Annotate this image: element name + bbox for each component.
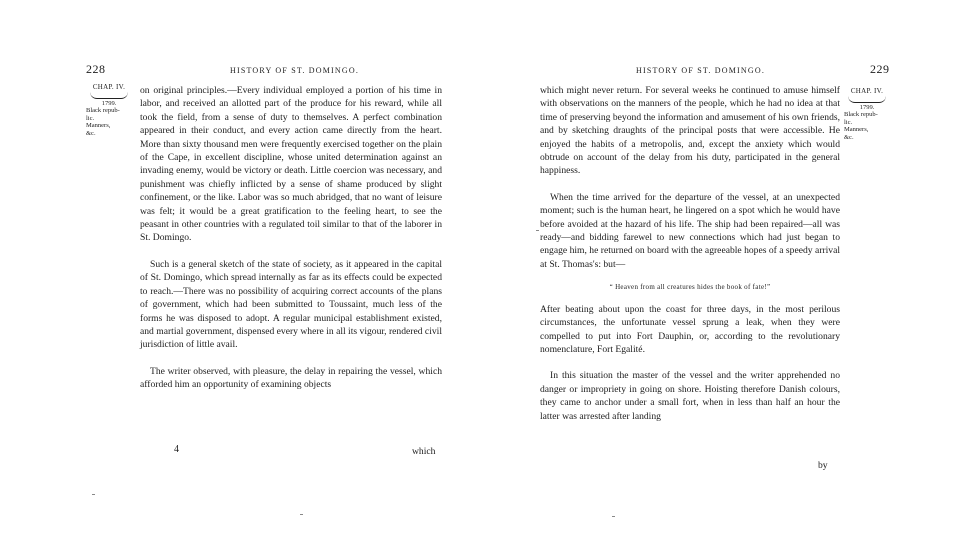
margin-topic: lic.	[86, 114, 95, 122]
brace-icon	[848, 96, 886, 103]
margin-topic: &c.	[844, 133, 854, 141]
signature-mark: 4	[174, 444, 179, 455]
scan-speck	[300, 514, 303, 515]
body-text	[540, 84, 840, 423]
scan-speck	[612, 516, 615, 517]
margin-topic: &c.	[86, 129, 96, 137]
brace-icon	[90, 92, 128, 99]
paragraph: The writer observed, with pleasure, the delay in repairing the vessel, which afforded him an opportunity of examining objects	[140, 365, 442, 391]
paragraph: After beating about upon the coast for three days, in the most perilous circumstances, the unfortunate vessel sprung a leak, when they were compelled to put into Fort Dauphin, or, according to the revolutionary nomenclature, Fort Egalité.	[540, 303, 840, 355]
margin-topic: Manners,	[844, 126, 869, 133]
margin-topic: lic.	[844, 118, 853, 126]
paragraph: which might never return. For several weeks he continued to amuse himself with observations on the manners of the people, which he had no idea at that time of preserving beyond the information and amusement of his own friends, and by sketching draughts of the principal posts that were accessible. He enjoyed the habits of a metropolis, and, except the anxiety which would obtrude on account of the delay from his duty, participated in the general happiness.	[540, 85, 840, 177]
catchword: which	[412, 446, 436, 457]
body-text	[140, 84, 442, 392]
margin-year: 1799.	[101, 99, 117, 107]
epigraph-quote: “ Heaven from all creatures hides the book of fate!”	[609, 283, 771, 292]
margin-note	[844, 88, 890, 141]
page-number: 228	[86, 62, 106, 76]
catchword: by	[818, 460, 828, 471]
paragraph: When the time arrived for the departure of the vessel, at an unexpected moment; such is the human heart, he lingered on a spot which he would have before avoided at the hazard of his life. The ship had been repaired—all was ready—and bidding farewel to new connections which had just began to engage him, he returned on board with the agreeable hopes of a speedy arrival at St. Thomas's: but—	[540, 191, 840, 270]
running-head: HISTORY OF ST. DOMINGO.	[230, 66, 360, 75]
margin-chapter: CHAP. IV.	[850, 87, 884, 95]
page-number: 229	[870, 62, 890, 76]
paragraph: In this situation the master of the vessel and the writer apprehended no danger or impropriety in going on shore. Hoisting therefore Danish colours, they came to anchor under a small fort, when in less than half an hour the latter was arrested after landing	[540, 370, 840, 422]
paragraph: Such is a general sketch of the state of society, as it appeared in the capital of St. Domingo, which spread internally as far as its effects could be expected to reach.—There was no possibility of acquiring correct accounts of the plans of government, which had been submitted to Toussaint, much less of the forms he was disposed to adopt. A regular municipal establishment existed, and martial government, dispensed every where in all its vigour, rendered civil jurisdiction of little avail.	[140, 258, 442, 351]
margin-note	[86, 84, 132, 137]
margin-topic: Black repub-	[86, 107, 120, 114]
margin-topic: Manners,	[86, 122, 111, 129]
margin-year: 1799.	[859, 103, 875, 111]
margin-chapter: CHAP. IV.	[92, 83, 126, 91]
margin-topic: Black repub-	[844, 111, 878, 118]
scan-speck	[92, 494, 95, 495]
running-head: HISTORY OF ST. DOMINGO.	[636, 66, 766, 75]
paragraph: on original principles.—Every individual employed a portion of his time in labor, and received an allotted part of the produce for his reward, while all took the field, from a sense of duty to themselves. A perfect combination appeared in their conduct, and every action came directly from the heart. More than sixty thousand men were frequently exercised together on the plain of the Cape, in excellent discipline, whose united determination against an invading enemy, would be victory or death. Little coercion was necessary, and punishment was chiefly inflicted by a sense of shame produced by slight confinement, or the like. Labor was so much abridged, that no want of leisure was felt; it would be a great gratification to the feeling heart, to see the peasant in other countries with a regulated toil similar to that of the laborer in St. Domingo.	[140, 85, 442, 244]
right-page	[490, 0, 980, 560]
scan-speck	[536, 230, 539, 231]
